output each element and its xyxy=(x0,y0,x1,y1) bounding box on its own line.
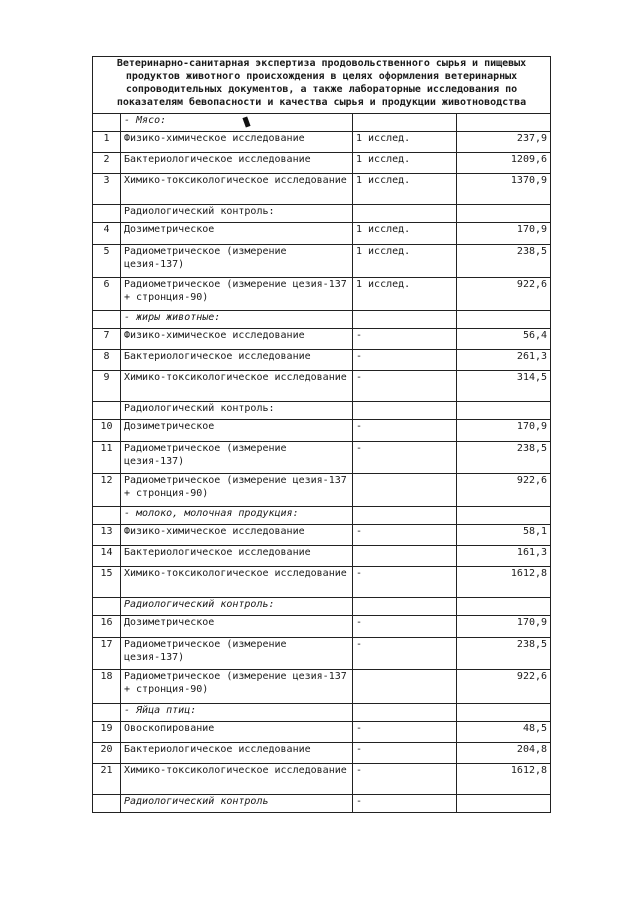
table-row xyxy=(93,132,551,153)
row-price: 58,1 xyxy=(457,525,551,546)
section-price-cell xyxy=(457,507,551,525)
row-name: Радиометрическое (измерение цезия-137 + стронция-90) xyxy=(121,474,353,507)
section-num-cell xyxy=(93,205,121,223)
table-row xyxy=(93,616,551,638)
section-row xyxy=(93,507,551,525)
section-price-cell xyxy=(457,704,551,722)
table-row xyxy=(93,638,551,670)
row-number: 6 xyxy=(93,278,121,311)
section-label: - жиры животные: xyxy=(121,311,353,329)
section-row xyxy=(93,402,551,420)
table-row xyxy=(93,546,551,567)
table-row xyxy=(93,722,551,743)
row-price: 1612,8 xyxy=(457,567,551,598)
row-unit: - xyxy=(353,420,457,442)
row-unit: 1 исслед. xyxy=(353,153,457,174)
section-unit-cell xyxy=(353,311,457,329)
row-number: 20 xyxy=(93,743,121,764)
section-num-cell xyxy=(93,704,121,722)
row-unit: 1 исслед. xyxy=(353,132,457,153)
price-table-body xyxy=(93,57,551,813)
section-row xyxy=(93,598,551,616)
section-num-cell xyxy=(93,598,121,616)
row-number: 2 xyxy=(93,153,121,174)
row-price: 922,6 xyxy=(457,474,551,507)
row-number: 7 xyxy=(93,329,121,350)
row-name: Радиометрическое (измерение цезия-137 + стронция-90) xyxy=(121,278,353,311)
table-row xyxy=(93,174,551,205)
header-row xyxy=(93,57,551,114)
price-table xyxy=(92,56,551,813)
row-name: Химико-токсикологическое исследование xyxy=(121,371,353,402)
row-number: 17 xyxy=(93,638,121,670)
row-name: Бактериологическое исследование xyxy=(121,153,353,174)
row-name: Бактериологическое исследование xyxy=(121,546,353,567)
row-unit: - xyxy=(353,638,457,670)
section-unit-cell xyxy=(353,507,457,525)
row-price: 170,9 xyxy=(457,616,551,638)
section-unit-cell xyxy=(353,598,457,616)
row-unit: 1 исслед. xyxy=(353,174,457,205)
section-unit-cell xyxy=(353,205,457,223)
row-name: Физико-химическое исследование xyxy=(121,329,353,350)
table-row xyxy=(93,525,551,546)
row-number: 9 xyxy=(93,371,121,402)
row-price: 170,9 xyxy=(457,420,551,442)
table-row xyxy=(93,442,551,474)
row-name: Химико-токсикологическое исследование xyxy=(121,174,353,205)
row-price: 48,5 xyxy=(457,722,551,743)
row-number: 21 xyxy=(93,764,121,795)
table-row xyxy=(93,329,551,350)
row-number: 4 xyxy=(93,223,121,245)
section-row xyxy=(93,114,551,132)
section-row xyxy=(93,795,551,813)
section-unit-cell xyxy=(353,704,457,722)
row-number: 8 xyxy=(93,350,121,371)
row-unit: - xyxy=(353,567,457,598)
table-row xyxy=(93,420,551,442)
row-price: 161,3 xyxy=(457,546,551,567)
row-unit: - xyxy=(353,442,457,474)
row-price: 1370,9 xyxy=(457,174,551,205)
row-name: Физико-химическое исследование xyxy=(121,132,353,153)
row-price: 238,5 xyxy=(457,638,551,670)
row-number: 10 xyxy=(93,420,121,442)
row-unit: - xyxy=(353,764,457,795)
row-price: 314,5 xyxy=(457,371,551,402)
row-unit: 1 исслед. xyxy=(353,245,457,278)
section-price-cell xyxy=(457,402,551,420)
section-label: Радиологический контроль xyxy=(121,795,353,813)
row-unit: 1 исслед. xyxy=(353,278,457,311)
row-name: Бактериологическое исследование xyxy=(121,350,353,371)
table-row xyxy=(93,764,551,795)
row-number: 19 xyxy=(93,722,121,743)
section-label: Радиологический контроль: xyxy=(121,205,353,223)
section-label: Радиологический контроль: xyxy=(121,598,353,616)
row-price: 238,5 xyxy=(457,245,551,278)
row-name: Овоскопирование xyxy=(121,722,353,743)
row-name: Бактериологическое исследование xyxy=(121,743,353,764)
row-number: 16 xyxy=(93,616,121,638)
row-unit: - xyxy=(353,722,457,743)
row-number: 3 xyxy=(93,174,121,205)
row-name: Дозиметрическое xyxy=(121,616,353,638)
section-price-cell xyxy=(457,114,551,132)
row-unit: - xyxy=(353,616,457,638)
row-unit: - xyxy=(353,350,457,371)
row-number: 13 xyxy=(93,525,121,546)
row-name: Дозиметрическое xyxy=(121,223,353,245)
section-unit-cell: - xyxy=(353,795,457,813)
row-unit xyxy=(353,546,457,567)
table-header: Ветеринарно-санитарная экспертиза продовольственного сырья и пищевых продуктов животного происхождения в целях оформления ветеринарных сопроводительных документов, а также лабораторные исследования по показателям бевопасности и качества сырья и продукции животноводства xyxy=(93,57,551,114)
row-price: 261,3 xyxy=(457,350,551,371)
section-label: Радиологический контроль: xyxy=(121,402,353,420)
row-number: 12 xyxy=(93,474,121,507)
row-number: 1 xyxy=(93,132,121,153)
row-price: 204,8 xyxy=(457,743,551,764)
section-price-cell xyxy=(457,205,551,223)
section-unit-cell xyxy=(353,402,457,420)
table-row xyxy=(93,153,551,174)
row-price: 237,9 xyxy=(457,132,551,153)
section-num-cell xyxy=(93,402,121,420)
row-price: 238,5 xyxy=(457,442,551,474)
section-unit-cell xyxy=(353,114,457,132)
row-price: 922,6 xyxy=(457,278,551,311)
table-row xyxy=(93,278,551,311)
row-unit xyxy=(353,670,457,704)
row-name: Радиометрическое (измерение цезия-137) xyxy=(121,442,353,474)
section-row xyxy=(93,311,551,329)
table-row xyxy=(93,245,551,278)
row-price: 170,9 xyxy=(457,223,551,245)
row-price: 1209,6 xyxy=(457,153,551,174)
section-label: - Яйца птиц: xyxy=(121,704,353,722)
row-number: 11 xyxy=(93,442,121,474)
table-row xyxy=(93,350,551,371)
table-row xyxy=(93,223,551,245)
section-price-cell xyxy=(457,598,551,616)
row-number: 5 xyxy=(93,245,121,278)
row-price: 1612,8 xyxy=(457,764,551,795)
section-num-cell xyxy=(93,311,121,329)
row-name: Радиометрическое (измерение цезия-137 + стронция-90) xyxy=(121,670,353,704)
row-name: Химико-токсикологическое исследование xyxy=(121,764,353,795)
table-row xyxy=(93,567,551,598)
section-price-cell xyxy=(457,311,551,329)
row-name: Физико-химическое исследование xyxy=(121,525,353,546)
table-row xyxy=(93,743,551,764)
row-name: Радиометрическое (измерение цезия-137) xyxy=(121,245,353,278)
row-unit: 1 исслед. xyxy=(353,223,457,245)
section-row xyxy=(93,205,551,223)
table-row xyxy=(93,670,551,704)
table-row xyxy=(93,371,551,402)
section-row xyxy=(93,704,551,722)
row-unit: - xyxy=(353,525,457,546)
row-number: 15 xyxy=(93,567,121,598)
row-name: Дозиметрическое xyxy=(121,420,353,442)
table-row xyxy=(93,474,551,507)
section-price-cell xyxy=(457,795,551,813)
section-label: - молоко, молочная продукция: xyxy=(121,507,353,525)
section-label: - Мясо: xyxy=(121,114,353,132)
section-num-cell xyxy=(93,114,121,132)
row-unit xyxy=(353,474,457,507)
row-price: 922,6 xyxy=(457,670,551,704)
section-num-cell xyxy=(93,507,121,525)
row-name: Радиометрическое (измерение цезия-137) xyxy=(121,638,353,670)
row-unit: - xyxy=(353,371,457,402)
section-num-cell xyxy=(93,795,121,813)
row-number: 14 xyxy=(93,546,121,567)
row-name: Химико-токсикологическое исследование xyxy=(121,567,353,598)
row-number: 18 xyxy=(93,670,121,704)
row-unit: - xyxy=(353,743,457,764)
row-unit: - xyxy=(353,329,457,350)
row-price: 56,4 xyxy=(457,329,551,350)
